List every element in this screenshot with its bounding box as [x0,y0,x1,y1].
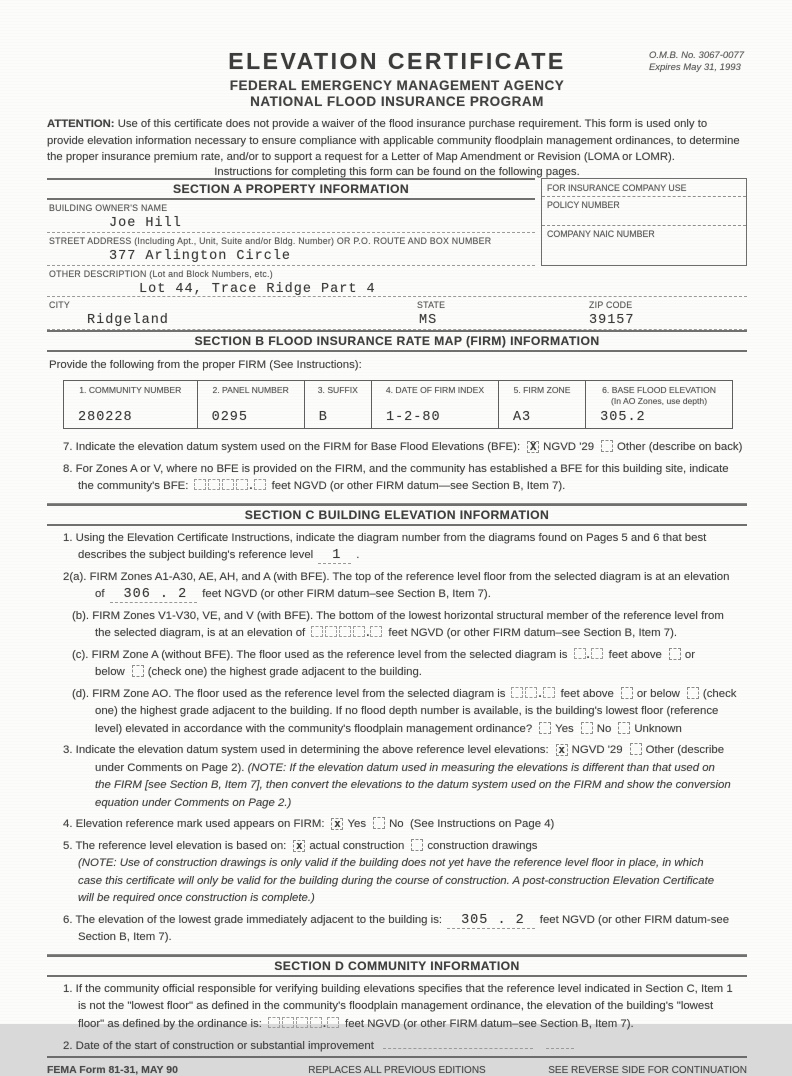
item-c2a-line1: 2(a). FIRM Zones A1-A30, AE, AH, and A (with BFE). The top of the reference level floor from the selected diagram is at an elevation [63,570,730,583]
firm-col-date-header: 4. DATE OF FIRM INDEX [385,385,485,395]
insurance-company-use-box [541,178,747,266]
section-a [47,178,747,266]
panel-number-value[interactable]: 0295 [211,410,249,425]
v-zone-elevation-digit-boxes[interactable] [310,627,383,639]
item-b7: 7. Indicate the elevation datum system used on the FIRM for Base Flood Elevations (BFE): X NGVD '29 Other (describe on back) [63,440,743,453]
item-c2d-line1: (d). FIRM Zone AO. The floor used as the reference level from the selected diagram is . feet above or below (check [72,686,747,704]
instructions-line: Instructions for completing this form can be found on the following pages. [214,165,580,178]
item-d1-line3: floor" as defined by the ordinance is: . feet NGVD (or other FIRM datum–see Section B, Item 7). [78,1016,747,1034]
attention-paragraph [47,116,747,166]
diagram-number-value[interactable]: 1 [318,548,351,564]
omb-block [649,50,744,74]
street-address-label: STREET ADDRESS (Including Apt., Unit, Suite and/or Bldg. Number) OR P.O. ROUTE AND BOX NUMBER [49,235,492,246]
state-value[interactable]: MS [419,312,438,328]
continuation-note: SEE REVERSE SIDE FOR CONTINUATION [548,1064,747,1076]
other-description-label: OTHER DESCRIPTION (Lot and Block Numbers, etc.) [49,268,273,279]
firm-col-suffix-header: 3. SUFFIX [317,385,358,395]
checkbox-c4-no[interactable] [373,817,385,829]
checkbox-c3-ngvd29[interactable]: x [556,744,568,756]
item-c2b-line2: the selected diagram, is at an elevation of . feet NGVD (or other FIRM datum–see Section B, Item 7). [95,625,747,643]
section-b-intro: Provide the following from the proper FIRM (See Instructions): [49,358,362,371]
community-bfe-digit-boxes[interactable] [193,480,266,492]
item-c6-line1: 6. The elevation of the lowest grade immediately adjacent to the building is: 305 . 2 feet NGVD (or other FIRM datum-see [63,912,730,928]
reference-level-elevation-value[interactable]: 306 . 2 [110,587,198,603]
checkbox-c2d-yes[interactable] [539,722,551,734]
section-c-header: SECTION C BUILDING ELEVATION INFORMATION [47,504,747,526]
checkbox-c2d-no[interactable] [581,722,593,734]
item-c1-line1: 1. Using the Elevation Certificate Instructions, indicate the diagram number from the diagrams found on Pages 5 and 6 that best [63,531,707,544]
firm-col-community-header: 1. COMMUNITY NUMBER [79,385,182,395]
attention-label: ATTENTION: [47,118,115,130]
firm-zone-value[interactable]: A3 [512,410,532,425]
item-c2d-line2: one) the highest grade adjacent to the building. If no flood depth number is available, is the building's lowest floor (reference [95,705,719,717]
section-d-header: SECTION D COMMUNITY INFORMATION [47,955,747,977]
state-label: STATE [417,299,446,310]
firm-col-panel-header: 2. PANEL NUMBER [212,385,289,395]
program-name: NATIONAL FLOOD INSURANCE PROGRAM [250,94,544,109]
community-number-value[interactable]: 280228 [78,410,133,425]
item-c3-line4: equation under Comments on Page 2.) [95,796,292,809]
insurance-company-use-label: FOR INSURANCE COMPANY USE [542,179,746,197]
firm-col-bfe-header: 6. BASE FLOOD ELEVATION (In AO Zones, use depth) [602,385,716,406]
zip-label: ZIP CODE [589,299,633,310]
checkbox-b7-ngvd29[interactable]: X [527,441,539,453]
zone-ao-feet-digit-boxes[interactable] [510,688,555,700]
checkbox-c2c-below[interactable] [132,665,144,677]
city-state-zip-values [47,310,747,330]
item-b8-line2: the community's BFE: . feet NGVD (or other FIRM datum—see Section B, Item 7). [78,478,747,496]
zone-a-feet-digit-boxes[interactable] [573,649,604,661]
item-c2a-line2: of 306 . 2 feet NGVD (or other FIRM datum–see Section B, Item 7). [95,587,491,602]
item-d1-line1: 1. If the community official responsible for verifying building elevations specifies that the reference level indicated in Section C, Item 1 [63,982,733,995]
checkbox-c2c-above[interactable] [669,648,681,660]
lowest-grade-elevation-value[interactable]: 305 . 2 [447,913,535,929]
policy-number-field[interactable]: POLICY NUMBER [542,197,746,226]
construction-date-blank[interactable] [383,1037,533,1049]
checkbox-b7-other[interactable] [601,440,613,452]
city-value[interactable]: Ridgeland [87,312,169,328]
replaces-note: REPLACES ALL PREVIOUS EDITIONS [308,1064,486,1076]
company-naic-field[interactable]: COMPANY NAIC NUMBER [547,228,655,239]
city-label: CITY [49,299,71,310]
street-address-value[interactable]: 377 Arlington Circle [109,248,292,264]
firm-index-date-value[interactable]: 1-2-80 [385,410,441,425]
item-c3-line3: the FIRM [see Section B, Item 7], then convert the elevations to the datum system used on the FIRM and show the conversion [95,779,731,791]
page-footer [47,1056,747,1076]
firm-table [63,380,733,429]
item-b8-line1: 8. For Zones A or V, where no BFE is provided on the FIRM, and the community has established a BFE for this building site, indicate [63,462,729,475]
checkbox-c2d-above[interactable] [621,687,633,699]
attention-text: Use of this certificate does not provide a waiver of the flood insurance purchase requirement. This form is used only to provide elevation information necessary to ensure compliance with applicable community floodplain management ordinances, to determine the proper insurance premium rate, and/or to support a request for a Letter of Map Amendment or Revision (LOMA or LOMR). [47,118,740,163]
item-c1-line2: describes the subject building's reference level 1 . [78,548,360,563]
checkbox-c2d-below[interactable] [687,687,699,699]
item-c3-line1: 3. Indicate the elevation datum system used in determining the above reference level elevations: x NGVD '29 Other (describe [63,743,725,756]
item-c5-note-line1: (NOTE: Use of construction drawings is only valid if the building does not yet have the reference level floor in place, in which [78,857,704,869]
agency-name: FEDERAL EMERGENCY MANAGEMENT AGENCY [229,78,565,93]
item-c2b-line1: (b). FIRM Zones V1-V30, VE, and V (with BFE). The bottom of the lowest horizontal structural member of the reference level from [72,609,724,622]
section-a-header: SECTION A PROPERTY INFORMATION [47,178,535,200]
omb-number: O.M.B. No. 3067-0077 [648,50,744,61]
owner-name-value[interactable]: Joe Hill [109,215,182,231]
item-d1-line2: is not the "lowest floor" as defined in the community's floodplain management ordinance, the elevation of the building's "lowest [78,1000,714,1012]
checkbox-c5-actual[interactable]: x [293,840,305,852]
suffix-value[interactable]: B [318,410,328,425]
construction-date-blank2[interactable] [546,1037,574,1049]
city-state-zip-labels [47,297,747,310]
item-c5-note-line2: case this certificate will only be valid for the building during the course of construction. A post-construction Elevation Certificate [78,874,715,887]
firm-col-zone-header: 5. FIRM ZONE [513,385,571,395]
item-c2c-line2: below (check one) the highest grade adjacent to the building. [95,666,422,678]
checkbox-c3-other[interactable] [630,743,642,755]
form-number: FEMA Form 81-31, MAY 90 [47,1063,178,1076]
item-c2c-line1: (c). FIRM Zone A (without BFE). The floor used as the reference level from the selected diagram is . feet above or [72,647,747,665]
base-flood-elevation-value[interactable]: 305.2 [600,410,646,425]
zip-value[interactable]: 39157 [589,312,635,328]
item-c5: 5. The reference level elevation is based on: x actual construction construction drawings [63,838,538,852]
item-c4: 4. Elevation reference mark used appears on FIRM: x Yes No (See Instructions on Page 4) [63,817,555,830]
item-c5-note-line3: will be required once construction is complete.) [78,892,315,904]
item-d2: 2. Date of the start of construction or substantial improvement [63,1037,747,1056]
owner-name-label: BUILDING OWNER'S NAME [49,202,168,213]
item-c6-line2: Section B, Item 7). [78,931,172,943]
checkbox-c2d-unknown[interactable] [618,722,630,734]
other-description-value[interactable]: Lot 44, Trace Ridge Part 4 [139,281,376,297]
item-c2d-line3: level) elevated in accordance with the community's floodplain management ordinance? Yes No Unknown [95,722,682,735]
checkbox-c4-yes[interactable]: x [331,818,343,830]
form-title: ELEVATION CERTIFICATE [228,48,566,74]
omb-expires: Expires May 31, 1993 [648,62,741,73]
firm-col-bfe-subheader: (In AO Zones, use depth) [611,395,708,406]
lowest-floor-digit-boxes[interactable] [267,1018,340,1030]
section-b-header: SECTION B FLOOD INSURANCE RATE MAP (FIRM) INFORMATION [47,330,747,352]
checkbox-c5-drawings[interactable] [411,839,423,851]
item-c3-line2: under Comments on Page 2). (NOTE: If the elevation datum used in measuring the elevations is different than that used on [95,761,715,774]
